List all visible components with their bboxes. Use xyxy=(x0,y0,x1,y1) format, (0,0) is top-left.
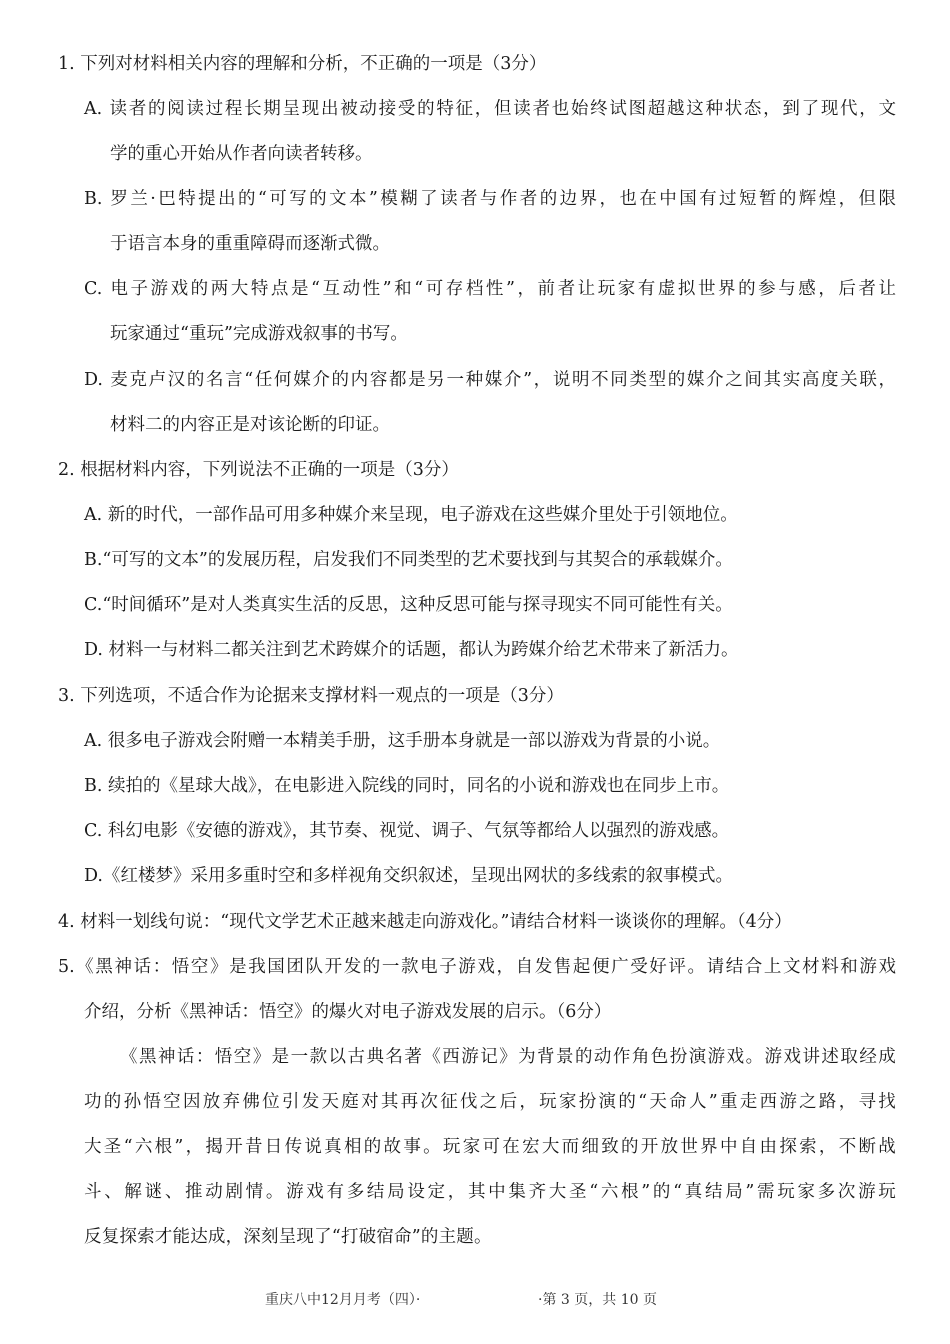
footer-page-number: ·第 3 页，共 10 页 xyxy=(538,1292,657,1308)
question-2-option-b: B.“可写的文本”的发展历程，启发我们不同类型的艺术要找到与其契合的承载媒介。 xyxy=(84,550,733,570)
question-5-stem: 5.《黑神话：悟空》是我国团队开发的一款电子游戏，自发售起便广受好评。请结合上文材料和游戏 xyxy=(58,957,896,977)
question-5-stem-cont: 介绍，分析《黑神话：悟空》的爆火对电子游戏发展的启示。（6分） xyxy=(84,1002,612,1022)
question-1-option-b: B. 罗兰·巴特提出的“可写的文本”模糊了读者与作者的边界，也在中国有过短暂的辉煌，但限 xyxy=(84,189,896,209)
question-2-stem: 2. 根据材料内容，下列说法不正确的一项是（3分） xyxy=(58,460,459,480)
question-1-option-b-cont: 于语言本身的重重障碍而逐渐式微。 xyxy=(110,234,390,254)
question-2-option-c: C.“时间循环”是对人类真实生活的反思，这种反思可能与探寻现实不同可能性有关。 xyxy=(84,595,733,615)
question-1-stem: 1. 下列对材料相关内容的理解和分析，不正确的一项是（3分） xyxy=(58,54,547,74)
question-3-stem: 3. 下列选项，不适合作为论据来支撑材料一观点的一项是（3分） xyxy=(58,686,564,706)
passage-line-1: 《黑神话：悟空》是一款以古典名著《西游记》为背景的动作角色扮演游戏。游戏讲述取经成 xyxy=(120,1047,896,1067)
question-2-option-a: A. 新的时代，一部作品可用多种媒介来呈现，电子游戏在这些媒介里处于引领地位。 xyxy=(84,505,738,525)
passage-line-2: 功的孙悟空因放弃佛位引发天庭对其再次征伐之后，玩家扮演的“天命人”重走西游之路，寻找 xyxy=(84,1092,896,1112)
question-1-option-a: A. 读者的阅读过程长期呈现出被动接受的特征，但读者也始终试图超越这种状态，到了现代，文 xyxy=(84,99,896,119)
passage-line-3: 大圣“六根”，揭开昔日传说真相的故事。玩家可在宏大而细致的开放世界中自由探索，不断战 xyxy=(84,1137,896,1157)
question-1-option-d-cont: 材料二的内容正是对该论断的印证。 xyxy=(110,415,390,435)
question-3-option-c: C. 科幻电影《安德的游戏》，其节奏、视觉、调子、气氛等都给人以强烈的游戏感。 xyxy=(84,821,730,841)
question-1-option-a-cont: 学的重心开始从作者向读者转移。 xyxy=(110,144,373,164)
question-3-option-d: D.《红楼梦》采用多重时空和多样视角交织叙述，呈现出网状的多线索的叙事模式。 xyxy=(84,866,733,886)
question-1-option-c-cont: 玩家通过“重玩”完成游戏叙事的书写。 xyxy=(110,324,408,344)
question-2-option-d: D. 材料一与材料二都关注到艺术跨媒介的话题，都认为跨媒介给艺术带来了新活力。 xyxy=(84,640,739,660)
question-3-option-b: B. 续拍的《星球大战》，在电影进入院线的同时，同名的小说和游戏也在同步上市。 xyxy=(84,776,730,796)
question-1-option-c: C. 电子游戏的两大特点是“互动性”和“可存档性”，前者让玩家有虚拟世界的参与感，后者让 xyxy=(84,279,896,299)
footer-exam-name: 重庆八中12月月考（四）· xyxy=(265,1292,421,1308)
passage-line-5: 反复探索才能达成，深刻呈现了“打破宿命”的主题。 xyxy=(84,1227,492,1247)
question-4-stem: 4. 材料一划线句说：“现代文学艺术正越来越走向游戏化。”请结合材料一谈谈你的理解。（4分） xyxy=(58,912,792,932)
passage-line-4: 斗、解谜、推动剧情。游戏有多结局设定，其中集齐大圣“六根”的“真结局”需玩家多次游玩 xyxy=(84,1182,896,1202)
question-3-option-a: A. 很多电子游戏会附赠一本精美手册，这手册本身就是一部以游戏为背景的小说。 xyxy=(84,731,721,751)
question-1-option-d: D. 麦克卢汉的名言“任何媒介的内容都是另一种媒介”，说明不同类型的媒介之间其实高度关联， xyxy=(84,370,896,390)
